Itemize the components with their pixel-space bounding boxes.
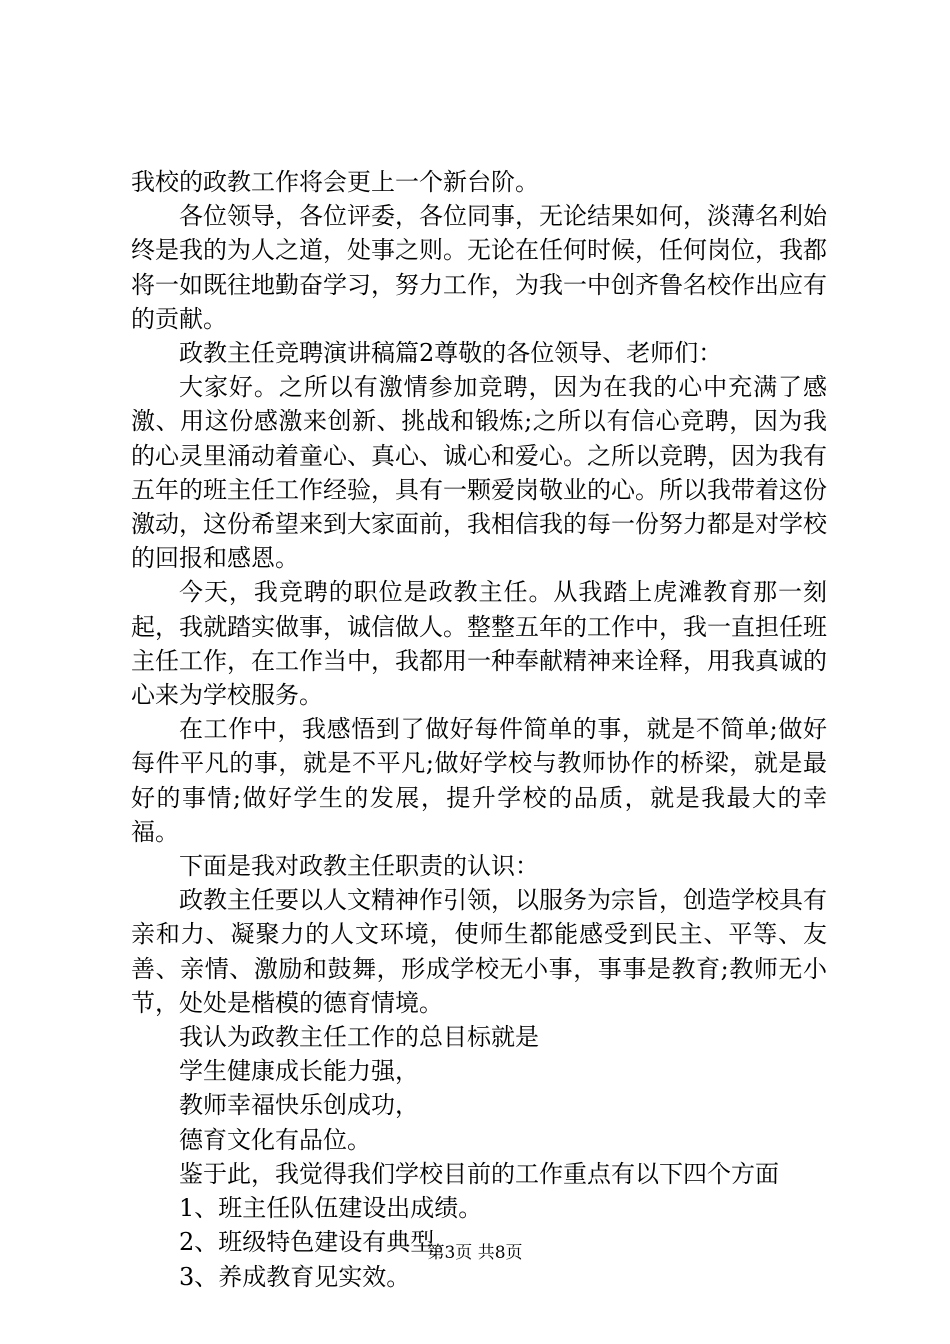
- goal-line-1: 学生健康成长能力强，: [179, 1057, 419, 1086]
- paragraph-2: 各位领导，各位评委，各位同事，无论结果如何，淡薄名利始终是我的为人之道，处事之则。无论在任何时候，任何岗位，我都将一如既往地勤奋学习，努力工作，为我一中创齐鲁名校作出应有的贡献。: [131, 202, 827, 333]
- paragraph-1: 我校的政教工作将会更上一个新台阶。: [131, 168, 539, 196]
- goal-line-2: 教师幸福快乐创成功，: [179, 1091, 419, 1120]
- paragraph-8: 政教主任要以人文精神作引领，以服务为宗旨，创造学校具有亲和力、凝聚力的人文环境，使师生都能感受到民主、平等、友善、亲情、激励和鼓舞，形成学校无小事，事事是教育;教师无小节，处处是楷模的德育情境。: [131, 886, 827, 1017]
- document-body: [131, 165, 827, 1294]
- paragraph-6: 在工作中，我感悟到了做好每件简单的事，就是不简单;做好每件平凡的事，就是不平凡;做好学校与教师协作的桥梁，就是最好的事情;做好学生的发展，提升学校的品质，就是我最大的幸福。: [131, 715, 827, 846]
- list-item-3: 3、养成教育见实效。: [179, 1262, 411, 1291]
- paragraph-9: 我认为政教主任工作的总目标就是: [179, 1023, 539, 1052]
- paragraph-5: 今天，我竞聘的职位是政教主任。从我踏上虎滩教育那一刻起，我就踏实做事，诚信做人。整整五年的工作中，我一直担任班主任工作，在工作当中，我都用一种奉献精神来诠释，用我真诚的心来为学校服务。: [131, 578, 827, 710]
- paragraph-4: 大家好。之所以有激情参加竞聘，因为在我的心中充满了感激、用这份感激来创新、挑战和锻炼;之所以有信心竞聘，因为我的心灵里涌动着童心、真心、诚心和爱心。之所以竞聘，因为我有五年的班主任工作经验，具有一颗爱岗敬业的心。所以我带着这份激动，这份希望来到大家面前，我相信我的每一份努力都是对学校的回报和感恩。: [131, 373, 827, 573]
- list-item-2: 2、班级特色建设有典型。: [179, 1228, 459, 1257]
- paragraph-13: 鉴于此，我觉得我们学校目前的工作重点有以下四个方面: [179, 1159, 779, 1188]
- paragraph-3: 政教主任竞聘演讲稿篇2尊敬的各位领导、老师们：: [179, 339, 723, 368]
- goal-line-3: 德育文化有品位。: [179, 1125, 371, 1154]
- list-item-1: 1、班主任队伍建设出成绩。: [179, 1194, 483, 1223]
- page-footer: 第3页 共8页: [427, 1243, 523, 1263]
- paragraph-7: 下面是我对政教主任职责的认识：: [179, 852, 539, 881]
